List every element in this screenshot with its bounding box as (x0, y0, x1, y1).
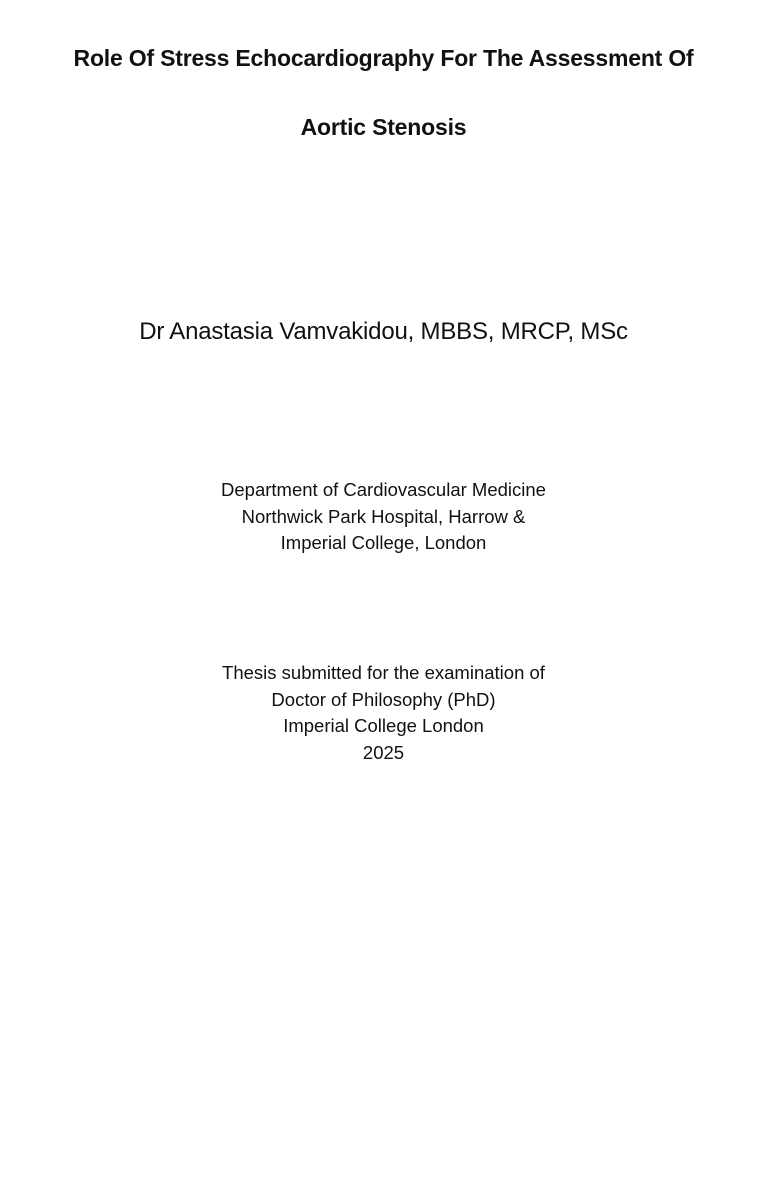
author-name: Dr Anastasia Vamvakidou, MBBS, MRCP, MSc (139, 318, 628, 345)
thesis-title-line-2: Aortic Stenosis (300, 114, 467, 140)
submission-year: 2025 (362, 741, 405, 763)
affiliation-block (0, 477, 767, 557)
thesis-title-line-1: Role Of Stress Echocardiography For The Assessment Of (73, 45, 694, 71)
affiliation-college: Imperial College, London (280, 532, 487, 553)
affiliation-department: Department of Cardiovascular Medicine (221, 479, 546, 500)
submission-institution: Imperial College London (283, 715, 484, 736)
affiliation-hospital: Northwick Park Hospital, Harrow & (241, 505, 526, 527)
submission-statement: Thesis submitted for the examination of (222, 662, 545, 683)
submission-degree: Doctor of Philosophy (PhD) (271, 688, 496, 710)
submission-block (0, 660, 767, 766)
